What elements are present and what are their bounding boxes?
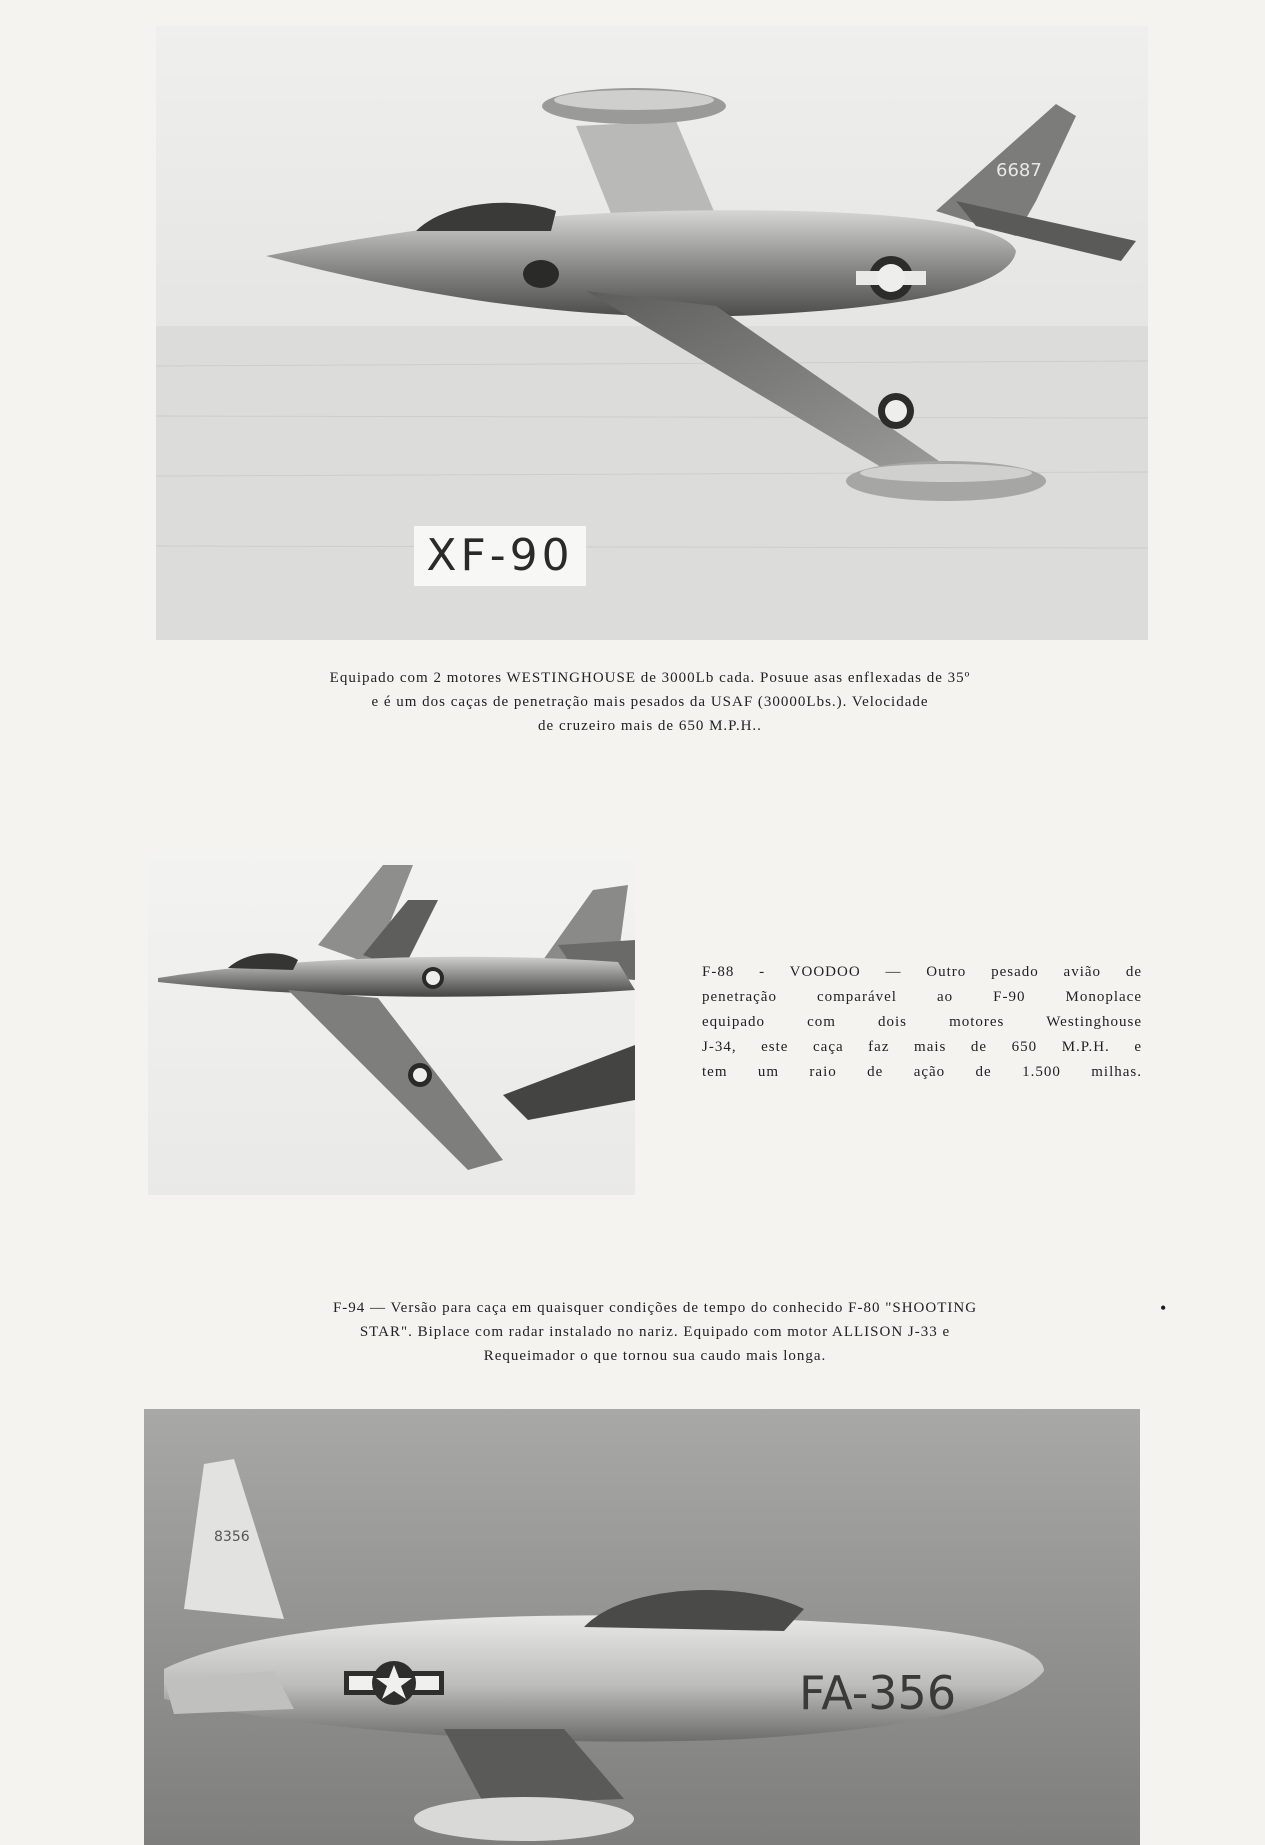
margin-dot: • xyxy=(1160,1298,1167,1318)
f94-photo xyxy=(144,1409,1140,1845)
xf90-caption-line: e é um dos caças de penetração mais pesados da USAF (30000Lbs.). Velocidade xyxy=(371,694,929,710)
xf90-caption xyxy=(180,666,1120,738)
f88-caption-line: F-88 - VOODOO — Outro pesado avião de xyxy=(702,964,1142,980)
f94-caption-line: STAR". Biplace com radar instalado no nariz. Equipado com motor ALLISON J-33 e xyxy=(359,1324,951,1340)
wing-insignia-icon xyxy=(878,393,914,429)
f94-caption-line: F-94 — Versão para caça em quaisquer condições de tempo do conhecido F-80 "SHOOTING xyxy=(332,1300,978,1316)
xf90-caption-line: de cruzeiro mais de 650 M.P.H.. xyxy=(538,718,762,734)
xf90-tail-number: 6687 xyxy=(996,160,1042,181)
f88-aircraft-illustration xyxy=(148,850,635,1195)
f94-caption xyxy=(180,1296,1130,1368)
f94-tail-number: 8356 xyxy=(214,1529,250,1545)
f88-photo xyxy=(148,850,635,1195)
xf90-photo-label: XF-90 xyxy=(414,526,586,586)
f88-caption-line: tem um raio de ação de 1.500 milhas. xyxy=(702,1064,1142,1080)
f94-fuselage-code: FA-356 xyxy=(799,1666,957,1720)
xf90-aircraft-illustration xyxy=(156,26,1148,640)
wing-insignia-icon xyxy=(408,1063,432,1087)
f88-caption-line: equipado com dois motores Westinghouse xyxy=(702,1014,1142,1030)
xf90-photo xyxy=(156,26,1148,640)
star-insignia-icon xyxy=(422,967,444,989)
f88-caption-line: penetração comparável ao F-90 Monoplace xyxy=(702,989,1142,1005)
f94-aircraft-illustration xyxy=(144,1409,1140,1845)
xf90-caption-line: Equipado com 2 motores WESTINGHOUSE de 3000Lb cada. Posuue asas enflexadas de 35º xyxy=(329,670,971,686)
f88-caption-line: J-34, este caça faz mais de 650 M.P.H. e xyxy=(702,1039,1142,1055)
f88-caption xyxy=(702,960,1142,1085)
f94-caption-line: Requeimador o que tornou sua caudo mais longa. xyxy=(483,1348,827,1364)
